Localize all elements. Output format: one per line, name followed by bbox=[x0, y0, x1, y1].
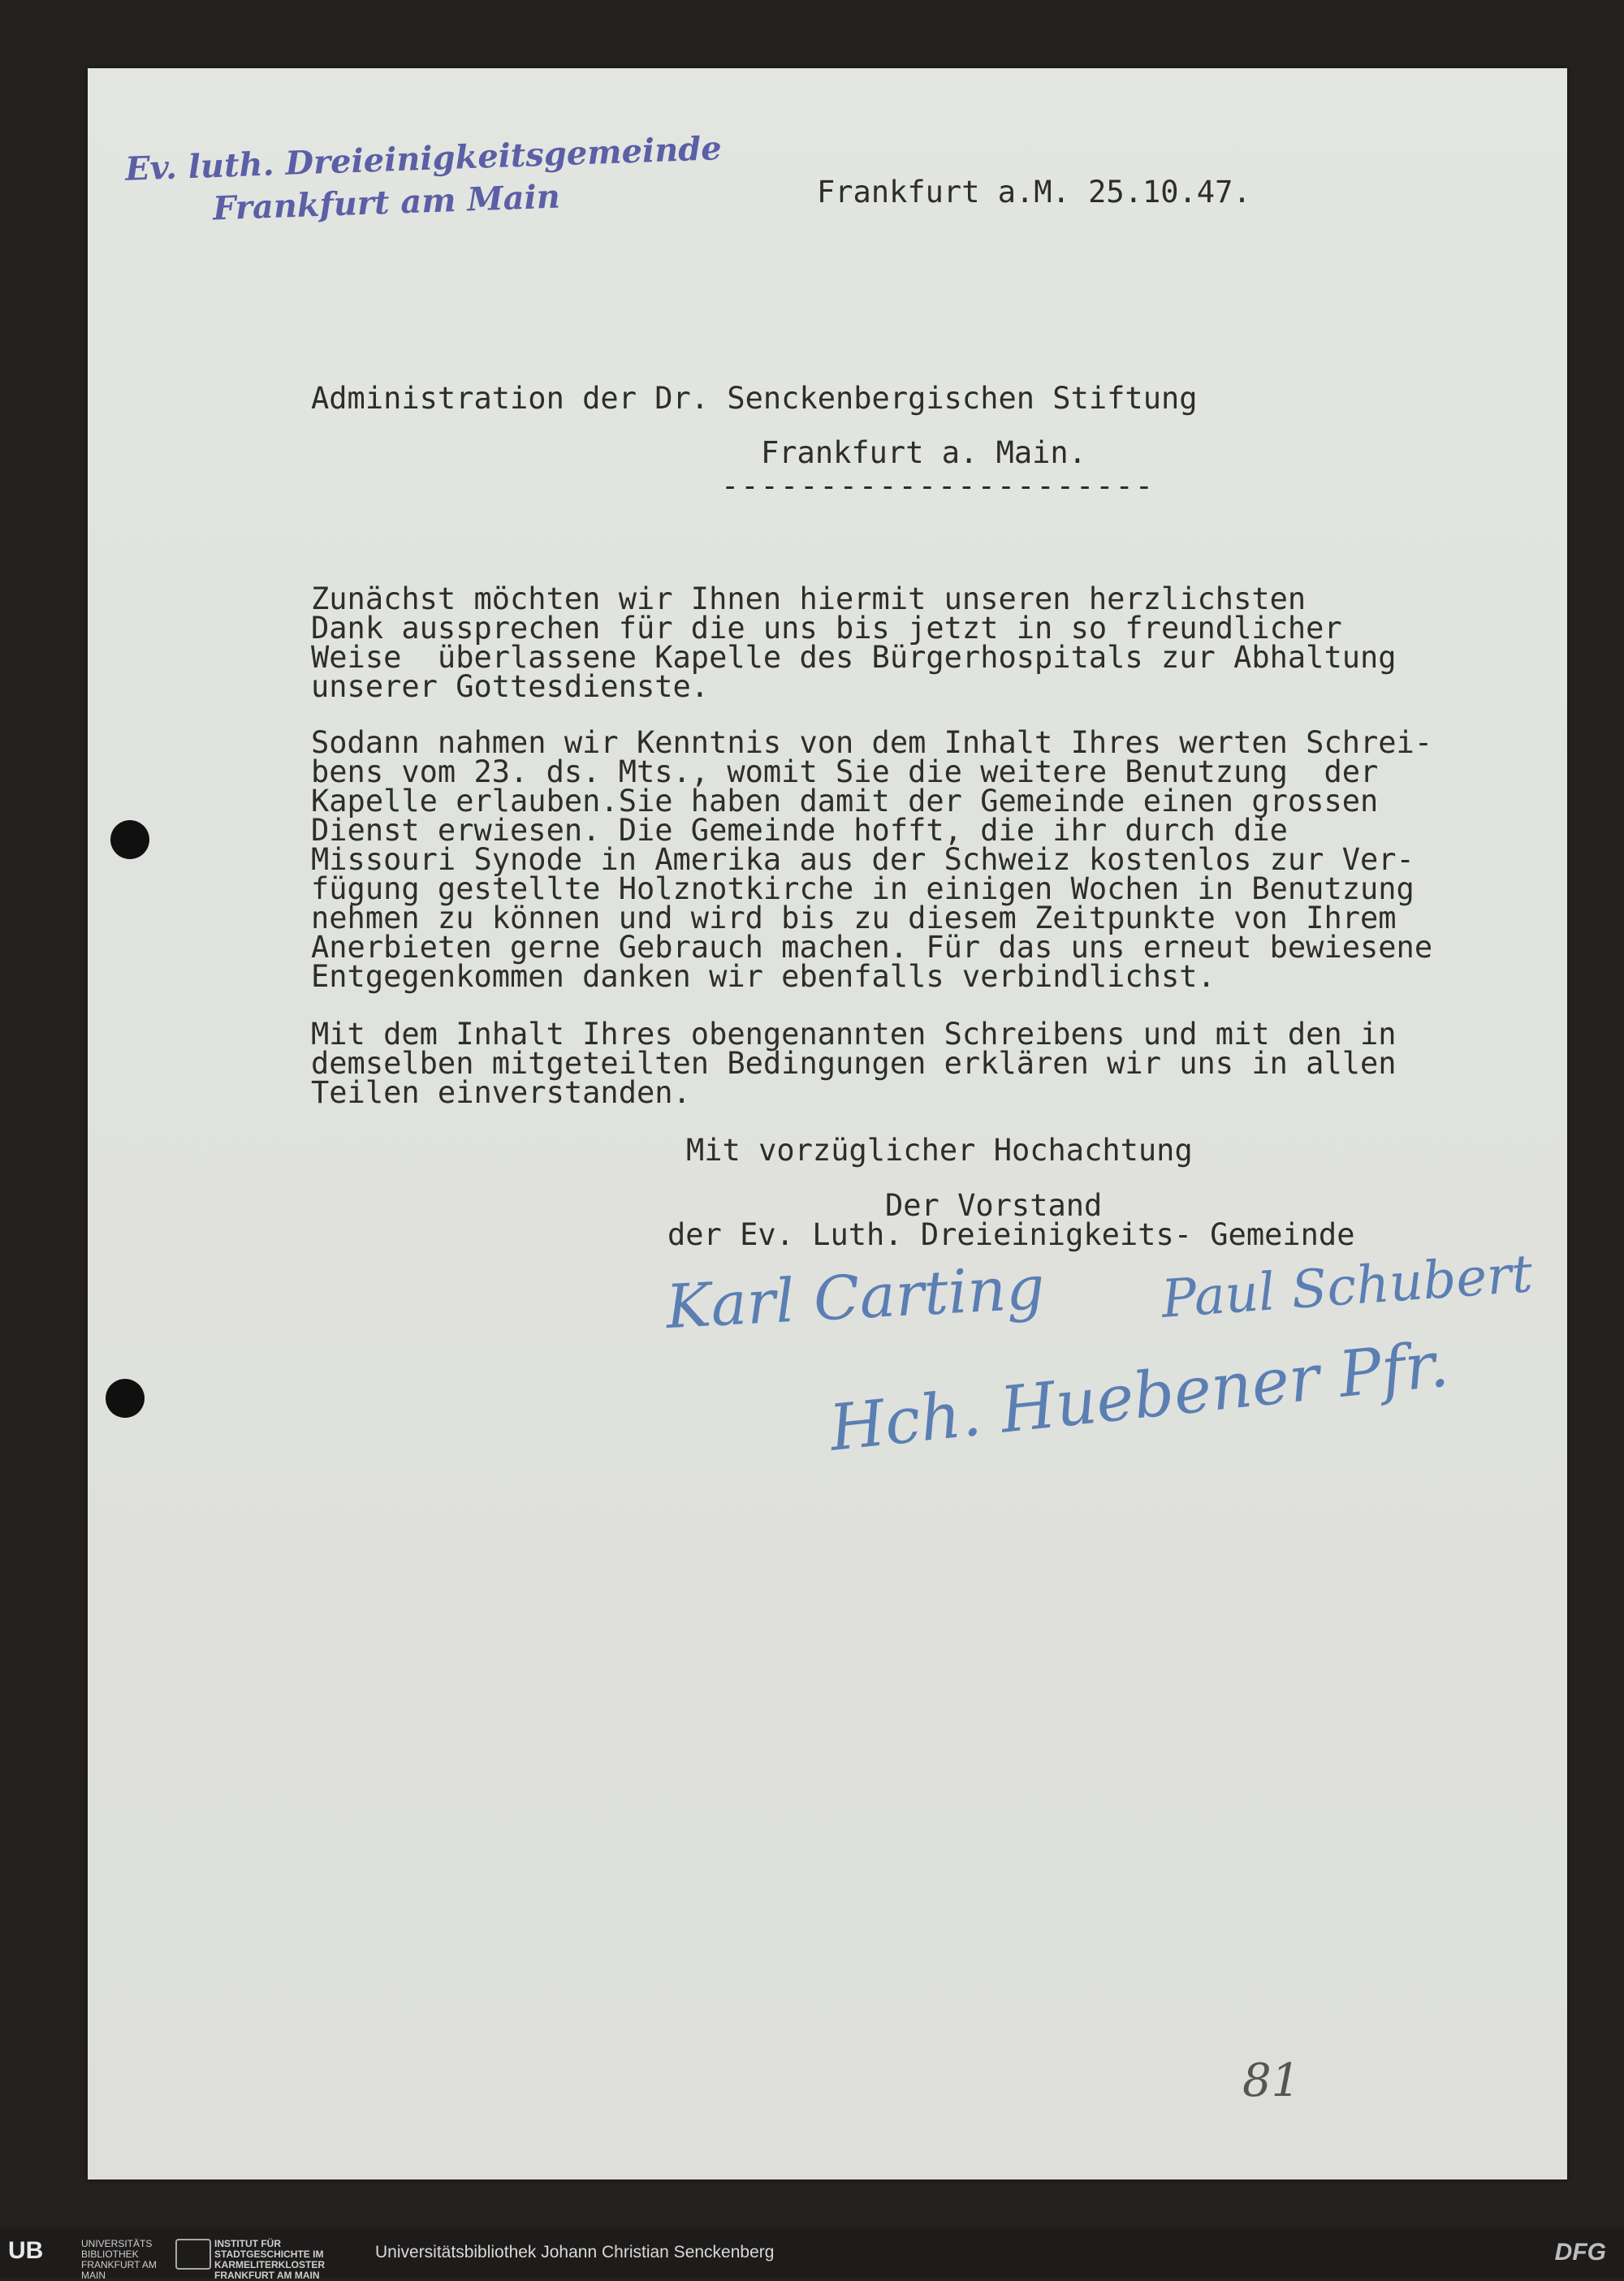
signatory-line-1: Der Vorstand bbox=[885, 1188, 1103, 1223]
ub-logo: UB bbox=[8, 2237, 44, 2264]
date-line: Frankfurt a.M. 25.10.47. bbox=[817, 175, 1251, 210]
dfg-logo: DFG bbox=[1554, 2239, 1606, 2266]
stamp-line-2: Frankfurt am Main bbox=[212, 177, 561, 228]
stamp-line-1: Ev. luth. Dreieinigkeitsgemeinde bbox=[124, 129, 723, 188]
signature-1: Karl Carting bbox=[664, 1252, 1047, 1343]
paragraph-1: Zunächst möchten wir Ihnen hiermit unseren herzlichsten Dank aussprechen für die uns bis jetzt in so freundlicher Weise überlassene Kapelle des Bürgerhospitals zur Abhaltung unserer Gottesdienste. bbox=[311, 581, 1397, 704]
folio-number: 81 bbox=[1242, 2054, 1301, 2107]
recipient-line-1: Administration der Dr. Senckenbergischen Stiftung bbox=[311, 381, 1198, 416]
ub-logo-text: UNIVERSITÄTS BIBLIOTHEK FRANKFURT AM MAIN bbox=[81, 2238, 157, 2281]
recipient-line-2: Frankfurt a. Main. bbox=[761, 435, 1086, 470]
paragraph-3: Mit dem Inhalt Ihres obengenannten Schreibens und mit den in demselben mitgeteilten Bedingungen erklären wir uns in allen Teilen einverstanden. bbox=[311, 1017, 1397, 1110]
closing-line: Mit vorzüglicher Hochachtung bbox=[686, 1133, 1193, 1168]
recipient-underline: ---------------------- bbox=[721, 469, 1155, 503]
punch-hole-lower bbox=[106, 1379, 145, 1418]
signatory-line-2: der Ev. Luth. Dreieinigkeits- Gemeinde bbox=[667, 1217, 1355, 1252]
signature-2: Paul Schubert bbox=[1159, 1244, 1535, 1330]
paragraph-2: Sodann nahmen wir Kenntnis von dem Inhalt Ihres werten Schrei- bens vom 23. ds. Mts., womit Sie die weitere Benutzung der Kapelle erlauben.Sie haben damit der Gemeinde einen grossen Dienst erwiesen. Die Gemeinde hofft, die ihr durch die Missouri Synode in Amerika aus der Schweiz kostenlos zur Ver- fügung gestellte Holznotkirche in einigen Wochen in Benutzung nehmen zu können und wird bis zu diesem Zeitpunkte von Ihrem Anerbieten gerne Gebrauch machen. Für das uns erneut bewiesene Entgegenkommen danken wir ebenfalls verbindlichst. bbox=[311, 725, 1433, 994]
signature-3: Hch. Huebener Pfr. bbox=[826, 1328, 1452, 1466]
building-icon bbox=[175, 2239, 211, 2270]
punch-hole-upper bbox=[110, 820, 149, 859]
footer-bar bbox=[0, 2227, 1624, 2281]
isg-logo-text: INSTITUT FÜR STADTGESCHICHTE IM KARMELITERKLOSTER FRANKFURT AM MAIN bbox=[214, 2238, 325, 2281]
library-name: Universitätsbibliothek Johann Christian Senckenberg bbox=[375, 2243, 775, 2262]
